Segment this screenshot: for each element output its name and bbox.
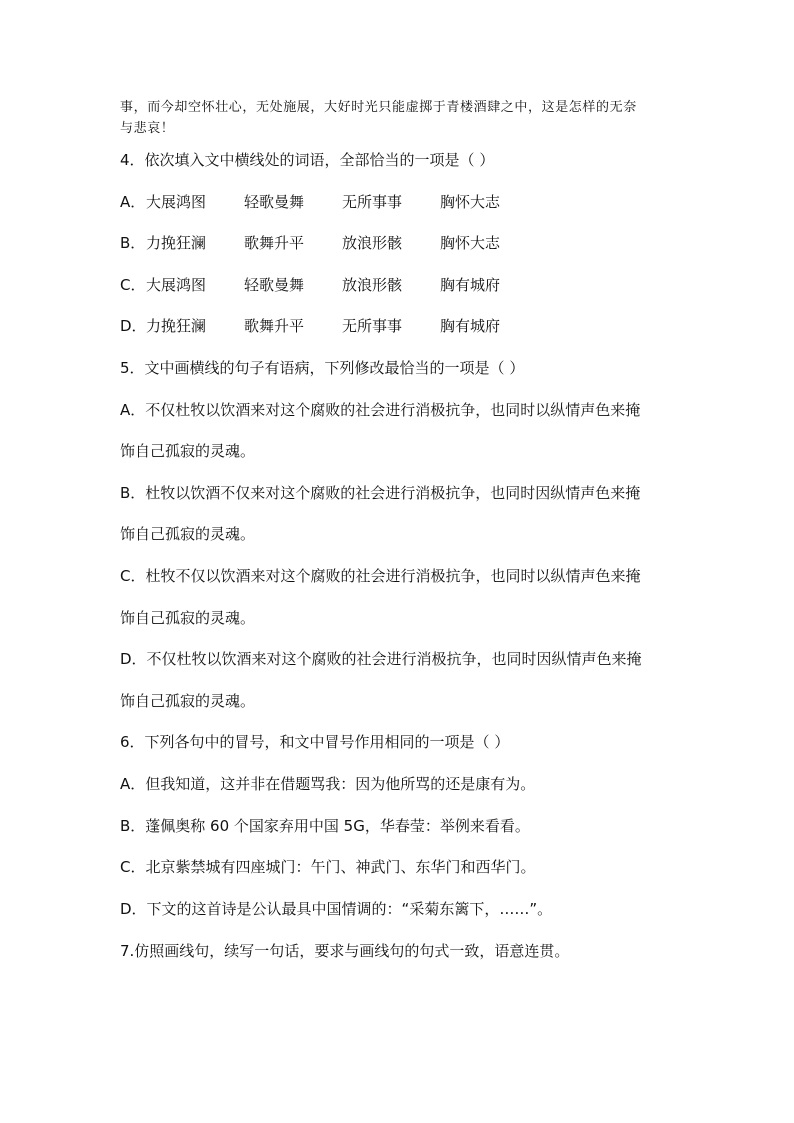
q5-option-d-line-1: D．不仅杜牧以饮酒来对这个腐败的社会进行消极抗争，也同时因纵情声色来掩 <box>120 650 642 668</box>
intro-paragraph <box>120 97 680 139</box>
option-word: 轻歌曼舞 <box>244 276 305 294</box>
q4-option-a <box>120 192 500 212</box>
option-word: 放浪形骸 <box>342 234 403 252</box>
q4-option-d <box>120 316 500 336</box>
option-letter: D． <box>120 317 147 335</box>
option-letter: C． <box>120 276 146 294</box>
option-word: 力挽狂澜 <box>146 234 207 252</box>
q6-option-d: D．下文的这首诗是公认最具中国情调的：“采菊东篱下，……”。 <box>120 900 553 918</box>
option-word: 大展鸿图 <box>146 193 207 211</box>
option-word: 歌舞升平 <box>244 317 305 335</box>
q5-option-c-line-2: 饰自己孤寂的灵魂。 <box>120 609 256 627</box>
q4-option-b <box>120 233 500 253</box>
q5-option-a-line-2: 饰自己孤寂的灵魂。 <box>120 442 256 460</box>
q6-option-c: C．北京紫禁城有四座城门：午门、神武门、东华门和西华门。 <box>120 858 536 876</box>
intro-line-1: 事，而今却空怀壮心，无处施展，大好时光只能虚掷于青楼酒肆之中，这是怎样的无奈 <box>120 100 637 115</box>
option-word: 大展鸿图 <box>146 276 207 294</box>
intro-line-2: 与悲哀！ <box>120 121 175 136</box>
q5-stem: 5．文中画横线的句子有语病，下列修改最恰当的一项是（ ） <box>120 359 525 377</box>
q5-option-a-line-1: A．不仅杜牧以饮酒来对这个腐败的社会进行消极抗争，也同时以纵情声色来掩 <box>120 401 641 419</box>
option-word: 胸怀大志 <box>440 193 501 211</box>
q7-stem: 7.仿照画线句，续写一句话，要求与画线句的句式一致，语意连贯。 <box>120 942 570 960</box>
q6-option-b: B．蓬佩奥称 60 个国家弃用中国 5G，华春莹：举例来看看。 <box>120 817 530 835</box>
option-word: 无所事事 <box>342 317 403 335</box>
q5-option-d-line-2: 饰自己孤寂的灵魂。 <box>120 692 256 710</box>
q6-stem: 6．下列各句中的冒号，和文中冒号作用相同的一项是（ ） <box>120 733 510 751</box>
option-word: 放浪形骸 <box>342 276 403 294</box>
option-word: 轻歌曼舞 <box>244 193 305 211</box>
q4-option-c <box>120 275 500 295</box>
option-word: 胸有城府 <box>440 276 501 294</box>
q4-stem: 4．依次填入文中横线处的词语，全部恰当的一项是（ ） <box>120 151 495 169</box>
option-word: 胸怀大志 <box>440 234 501 252</box>
option-word: 胸有城府 <box>440 317 501 335</box>
option-letter: B． <box>120 234 146 252</box>
q5-option-c-line-1: C．杜牧不仅以饮酒来对这个腐败的社会进行消极抗争，也同时以纵情声色来掩 <box>120 567 641 585</box>
option-letter: A． <box>120 193 146 211</box>
q5-option-b-line-2: 饰自己孤寂的灵魂。 <box>120 525 256 543</box>
option-word: 力挽狂澜 <box>146 317 207 335</box>
q6-option-a: A．但我知道，这并非在借题骂我：因为他所骂的还是康有为。 <box>120 775 536 793</box>
q5-option-b-line-1: B．杜牧以饮酒不仅来对这个腐败的社会进行消极抗争，也同时因纵情声色来掩 <box>120 484 641 502</box>
option-word: 歌舞升平 <box>244 234 305 252</box>
option-word: 无所事事 <box>342 193 403 211</box>
